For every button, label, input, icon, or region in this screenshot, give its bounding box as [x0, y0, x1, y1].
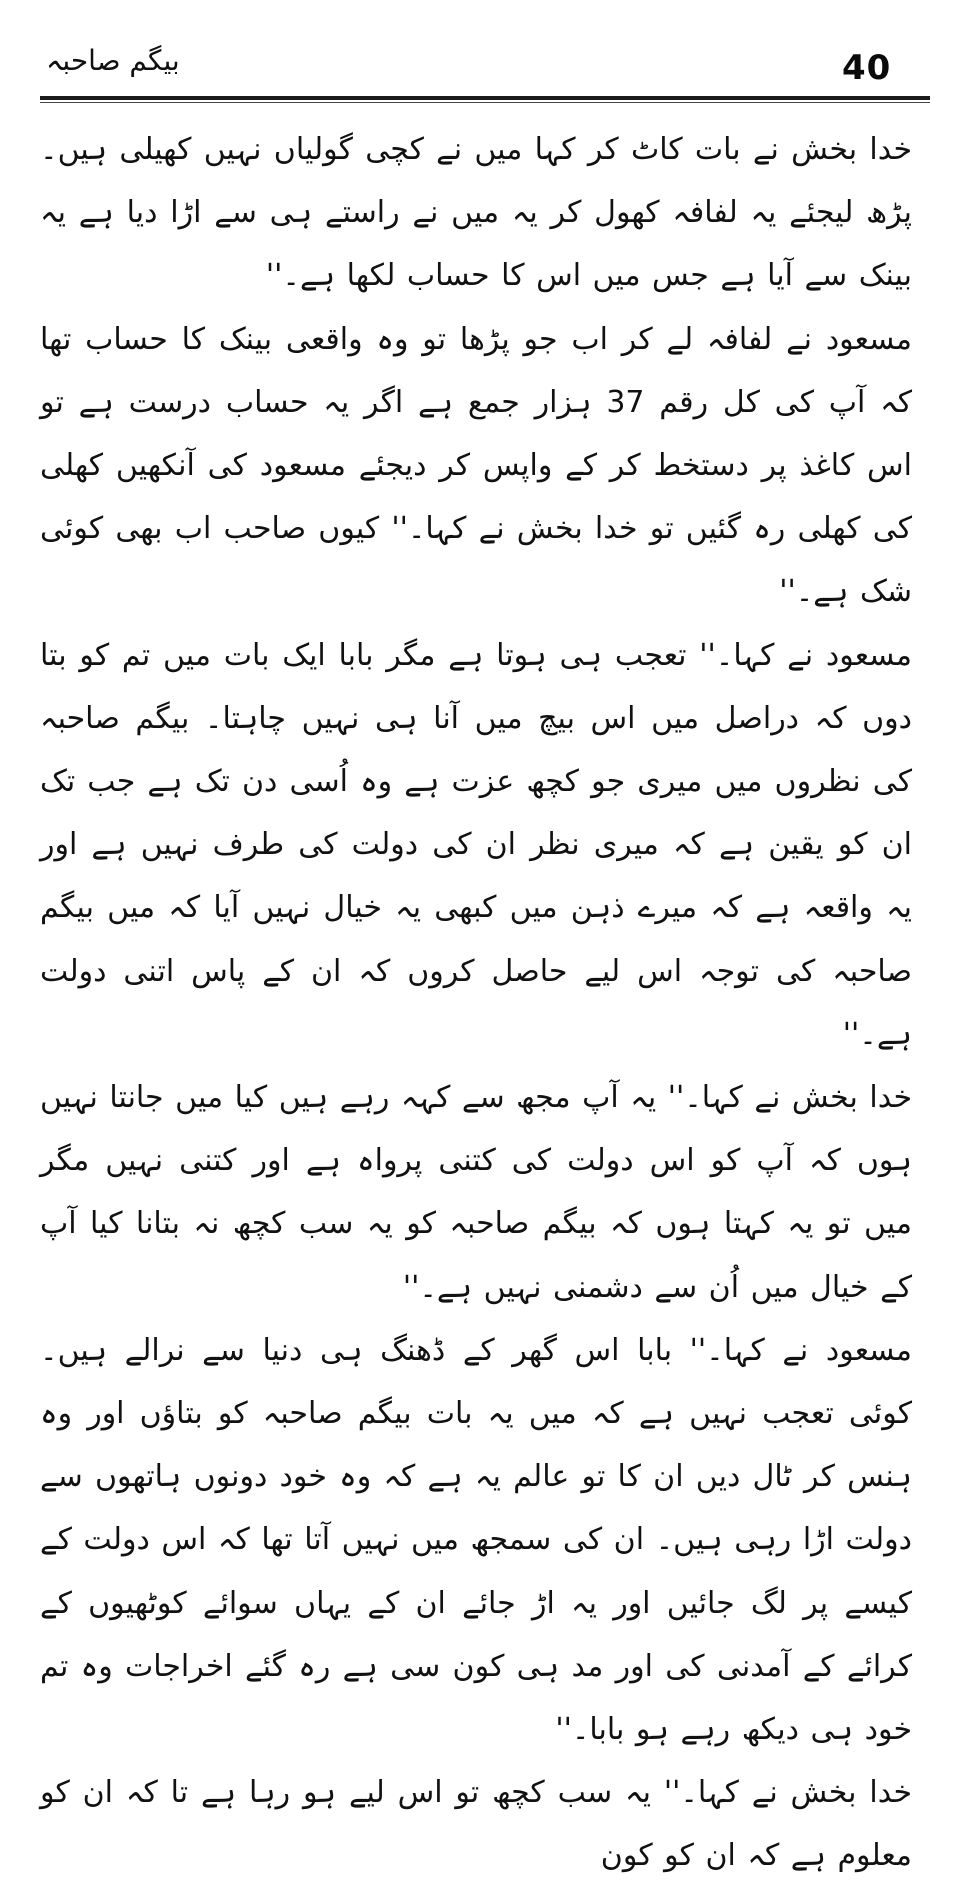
paragraph: مسعود نے کہا۔'' بابا اس گھر کے ڈھنگ ہی دنیا سے نرالے ہیں۔ کوئی تعجب نہیں ہے کہ میں یہ بات بیگم صاحبہ کو بتاؤں اور وہ ہنس کر ٹال دیں ان کا تو عالم یہ ہے کہ وہ خود دونوں ہاتھوں سے دولت اڑا رہی ہیں۔ ان کی سمجھ میں نہیں آتا تھا کہ اس دولت کے کیسے پر لگ جائیں اور یہ اڑ جائے ان کے یہاں سوائے کوٹھیوں کے کرائے کے آمدنی کی اور مد ہی کون سی ہے رہ گئے اخراجات وہ تم خود ہی دیکھ رہے ہو بابا۔'' — [40, 1332, 912, 1748]
paragraph: خدا بخش نے بات کاٹ کر کہا میں نے کچی گولیاں نہیں کھیلی ہیں۔ پڑھ لیجئے یہ لفافہ کھول کر یہ میں نے راستے ہی سے اڑا دیا ہے یہ بینک سے آیا ہے جس میں اس کا حساب لکھا ہے۔'' — [40, 132, 912, 294]
header-rule-thin — [40, 102, 930, 103]
page-body — [40, 118, 912, 1888]
paragraph: مسعود نے کہا۔'' تعجب ہی ہوتا ہے مگر بابا ایک بات میں تم کو بتا دوں کہ دراصل میں اس بیچ میں آنا ہی نہیں چاہتا۔ بیگم صاحبہ کی نظروں میں میری جو کچھ عزت ہے وہ اُسی دن تک ہے جب تک ان کو یقین ہے کہ میری نظر ان کی دولت کی طرف نہیں ہے اور یہ واقعہ ہے کہ میرے ذہن میں کبھی یہ خیال نہیں آیا کہ میں بیگم صاحبہ کی توجہ اس لیے حاصل کروں کہ ان کے پاس اتنی دولت ہے۔'' — [40, 637, 912, 1052]
running-title: بیگم صاحبہ — [46, 44, 180, 77]
paragraph: خدا بخش نے کہا۔'' یہ آپ مجھ سے کہہ رہے ہیں کیا میں جانتا نہیں ہوں کہ آپ کو اس دولت کی کتنی پرواہ ہے اور کتنی نہیں مگر میں تو یہ کہتا ہوں کہ بیگم صاحبہ کو یہ سب کچھ نہ بتانا کیا آپ کے خیال میں اُن سے دشمنی نہیں ہے۔'' — [40, 1080, 912, 1305]
paragraph: مسعود نے لفافہ لے کر اب جو پڑھا تو وہ واقعی بینک کا حساب تھا کہ آپ کی کل رقم 37 ہزار جمع ہے اگر یہ حساب درست ہے تو اس کاغذ پر دستخط کر کے واپس کر دیجئے مسعود کی آنکھیں کھلی کی کھلی رہ گئیں تو خدا بخش نے کہا۔'' کیوں صاحب اب بھی کوئی شک ہے۔'' — [40, 321, 912, 610]
paragraph: خدا بخش نے کہا۔'' یہ سب کچھ تو اس لیے ہو رہا ہے تا کہ ان کو معلوم ہے کہ ان کو کون — [40, 1775, 912, 1874]
page-header — [0, 0, 968, 110]
page-number: 40 — [842, 48, 892, 88]
header-rule — [40, 96, 930, 100]
